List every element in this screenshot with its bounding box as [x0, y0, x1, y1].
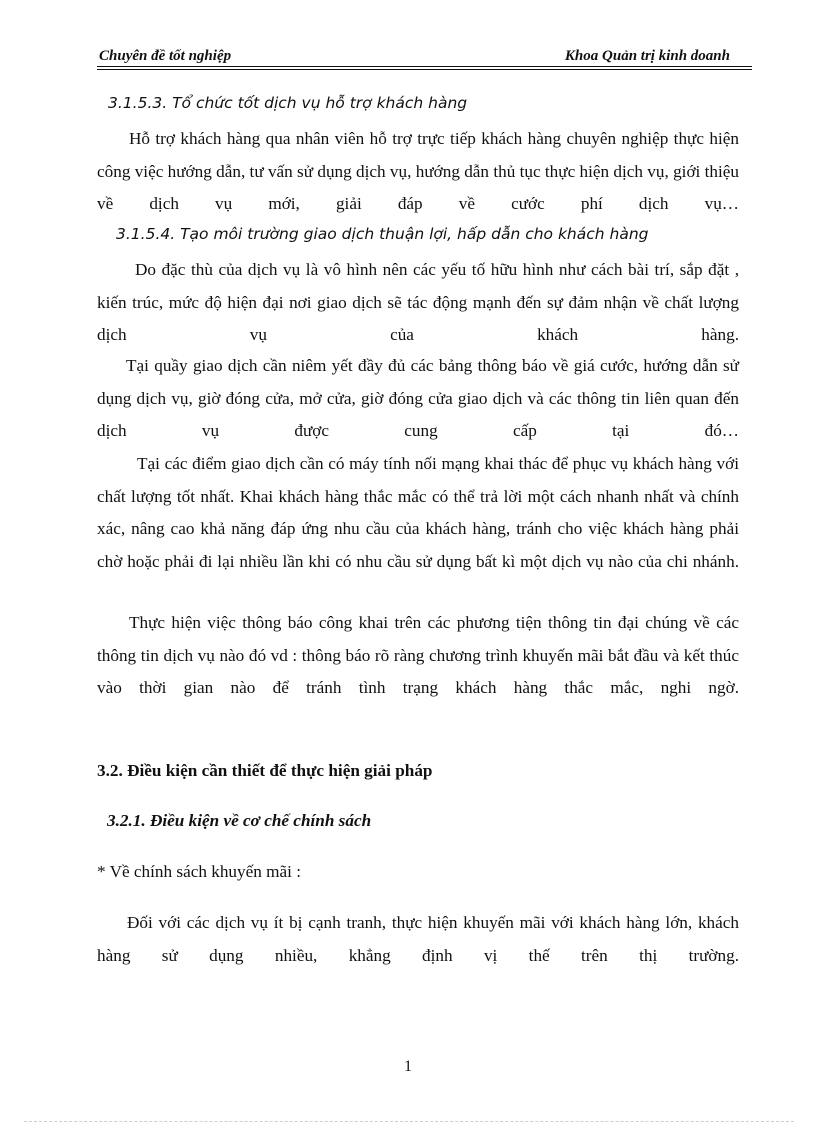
paragraph: Thực hiện việc thông báo công khai trên các phương tiện thông tin đại chúng về các thông tin dịch vụ nào đó vd : thông báo rõ ràng chương trình khuyến mãi bắt đầu và kết thúc vào thời gian nào để tránh tình trạng khách hàng thắc mắc, nghi ngờ. — [97, 613, 739, 697]
header-rule-double — [97, 69, 752, 70]
paragraph: Do đặc thù của dịch vụ là vô hình nên các yếu tố hữu hình như cách bài trí, sắp đặt , kiến trúc, mức độ hiện đại nơi giao dịch sẽ tác động mạnh đến sự đảm nhận về chất lượng dịch vụ của khách hàng. — [97, 260, 739, 344]
header-rule — [97, 66, 752, 67]
subsection-heading-3-1-5-4: 3.1.5.4. Tạo môi trường giao dịch thuận lợi, hấp dẫn cho khách hàng — [116, 225, 649, 243]
page-header — [97, 46, 752, 68]
header-right-title: Khoa Quản trị kinh doanh — [564, 48, 730, 64]
bullet-line: * Về chính sách khuyến mãi : — [97, 862, 301, 881]
paragraph: Đối với các dịch vụ ít bị cạnh tranh, thực hiện khuyến mãi với khách hàng lớn, khách hàng sử dụng nhiều, khẳng định vị thế trên thị trường. — [97, 913, 739, 965]
paragraph: Hỗ trợ khách hàng qua nhân viên hỗ trợ trực tiếp khách hàng chuyên nghiệp thực hiện công việc hướng dẫn, tư vấn sử dụng dịch vụ, hướng dẫn thủ tục thực hiện dịch vụ, giới thiệu về dịch vụ mới, giải đáp về cước phí dịch vụ… — [97, 129, 739, 213]
subsection-heading-3-1-5-3: 3.1.5.3. Tổ chức tốt dịch vụ hỗ trợ khách hàng — [108, 94, 468, 112]
paragraph: Tại quầy giao dịch cần niêm yết đầy đủ các bảng thông báo về giá cước, hướng dẫn sử dụng dịch vụ, giờ đóng cửa, mở cửa, giờ đóng cửa giao dịch và các thông tin liên quan đến dịch vụ được cung cấp tại đó… — [97, 356, 739, 440]
page-number: 1 — [404, 1058, 412, 1075]
header-left-title: Chuyên đề tốt nghiệp — [99, 48, 232, 64]
page-bottom-divider — [24, 1121, 794, 1122]
section-heading-3-2: 3.2. Điều kiện cần thiết để thực hiện giải pháp — [97, 761, 433, 780]
subsection-heading-3-2-1: 3.2.1. Điều kiện về cơ chế chính sách — [107, 811, 372, 830]
paragraph: Tại các điểm giao dịch cần có máy tính nối mạng khai thác để phục vụ khách hàng với chất lượng tốt nhất. Khai khách hàng thắc mắc có thể trả lời một cách nhanh nhất và chính xác, nâng cao khả năng đáp ứng nhu cầu của khách hàng, tránh cho việc khách hàng phải chờ hoặc phải đi lại nhiều lần khi có nhu cầu sử dụng bất kì một dịch vụ nào của chi nhánh. — [97, 454, 739, 571]
